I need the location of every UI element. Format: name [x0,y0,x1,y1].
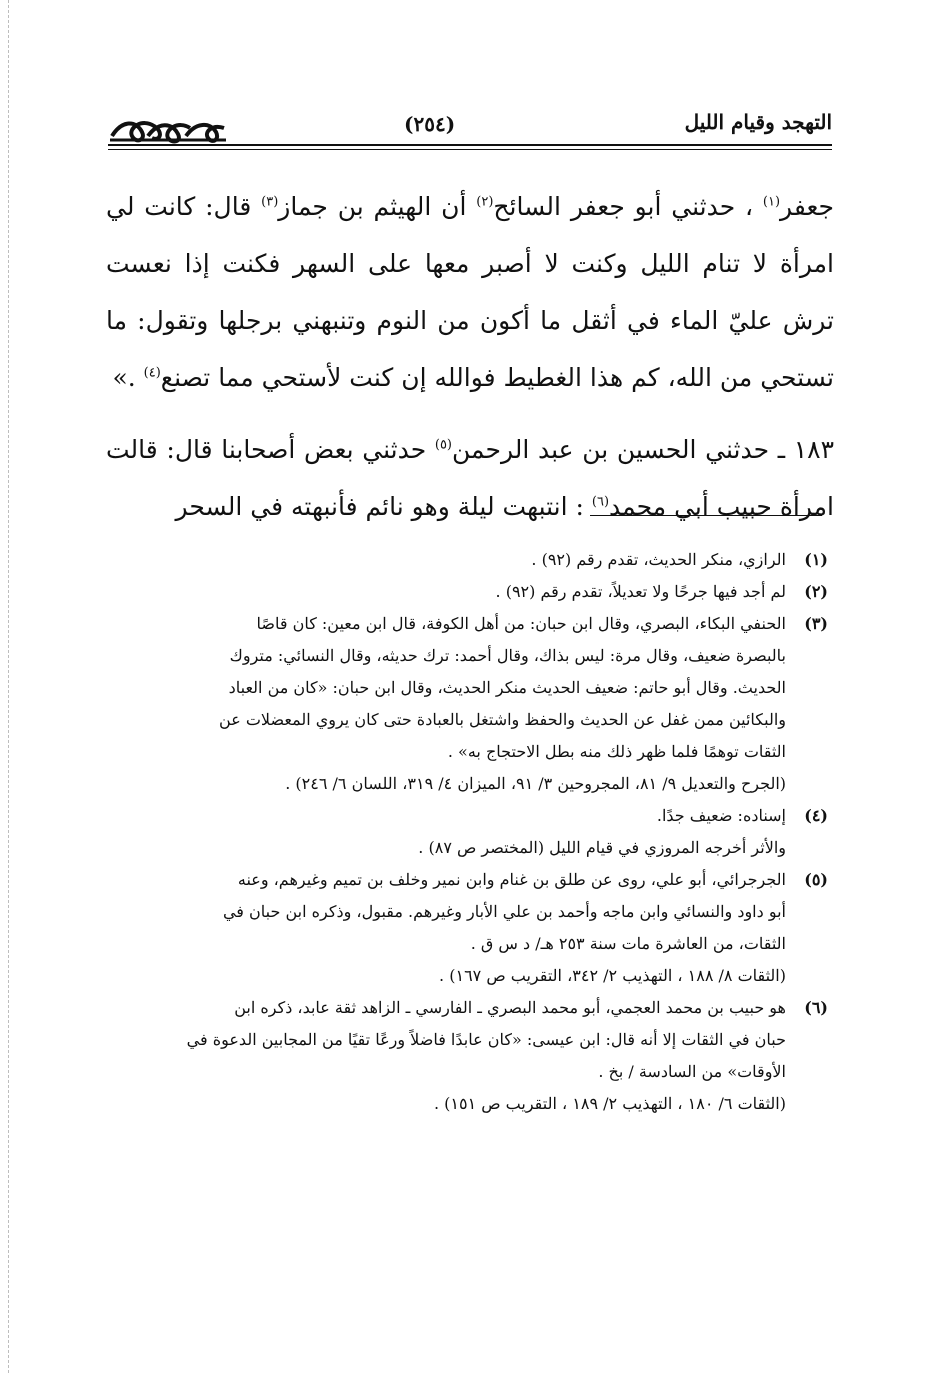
text-run: : انتبهت ليلة وهو نائم فأنبهته في السحر [175,492,592,521]
footnote-marker[interactable]: (٦) [591,494,610,510]
footnote-line: الأوقات» من السادسة / بخ . [598,1062,786,1081]
footnote-number: (٥) [804,870,828,889]
header-rule [108,144,832,146]
footnote-line: إسناده: ضعيف جدًا. [656,806,786,825]
page-number: (٢٥٤) [404,112,456,136]
running-title: التهجد وقيام الليل [684,110,832,134]
header-rule-thin [108,149,832,150]
footnote [98,864,828,992]
footnotes [98,544,828,1120]
footnote-number: (٢) [804,582,828,601]
paragraph [106,178,834,406]
footnote-line: الجرجرائي، أبو علي، روى عن طلق بن غنام وابن نمير وخلف بن تميم وغيرهم، وعنه [237,870,786,889]
text-run: .» [112,363,144,392]
footnote-line: حبان في الثقات إلا أنه قال: ابن عيسى: «كان عابدًا فاضلاً ورعًا تقيًا من المجابين الدعوة في [186,1030,786,1049]
footnote-line: أبو داود والنسائي وابن ماجه وأحمد بن علي الأبار وغيرهم. مقبول، وذكره ابن حبان في [222,902,786,921]
footnote-marker[interactable]: (٥) [434,437,452,453]
footnote-line: والبكائين ممن غفل عن الحديث والحفظ واشتغل بالعبادة حتى كان يروي المعضلات عن [219,710,786,729]
footnote-marker[interactable]: (١) [762,194,781,210]
footnote-line: (الجرح والتعديل ٩/ ٨١، المجروحين ٣/ ٩١، الميزان ٤/ ٣١٩، اللسان ٦/ ٢٤٦) . [285,774,786,793]
footnote-line: (الثقات ٦/ ١٨٠ ، التهذيب ٢/ ١٨٩ ، التقريب ص ١٥١) . [433,1094,786,1113]
footnote-line: الحنفي البكاء، البصري، وقال ابن حبان: من أهل الكوفة، قال ابن معين: كان قاصًا [256,614,786,633]
footnote-line: الثقات توهمًا فلما ظهر ذلك منه بطل الاحتجاج به» . [447,742,786,761]
footnote-number: (٤) [804,806,828,825]
scan-edge-rule [8,0,9,1373]
footnote-line: والأثر أخرجه المروزي في قيام الليل (المختصر ص ٨٧) . [418,838,786,857]
footnote-line: الثقات، من العاشرة مات سنة ٢٥٣ هـ/ د س ق . [470,934,786,953]
text-run: حدثني بعض أصحابنا قال: قالت امرأة حبيب أبي محمد [106,435,834,521]
main-text [106,178,834,535]
footnote-number: (٣) [804,614,828,633]
footnote-line: لم أجد فيها جرحًا ولا تعديلاً، تقدم رقم (٩٢) . [495,582,786,601]
footnote-marker[interactable]: (٢) [476,194,494,210]
footnote-number: (٦) [804,998,828,1017]
footnote-line: الرازي، منكر الحديث، تقدم رقم (٩٢) . [531,550,786,569]
footnote-number: (١) [804,550,828,569]
text-run: ، حدثني أبو جعفر السائح [493,192,763,221]
text-run: ١٨٣ ـ حدثني الحسين بن عبد الرحمن [452,435,835,464]
footnote-line: بالبصرة ضعيف، وقال مرة: ليس بذاك، وقال أحمد: ترك حديثه، وقال النسائي: متروك [229,646,786,665]
footnote-line: الحديث. وقال أبو حاتم: ضعيف الحديث منكر الحديث، وقال ابن حبان: «كان من العباد [228,678,786,697]
footnote-marker[interactable]: (٤) [143,365,161,381]
text-run: جعفر [780,192,834,221]
footnote-marker[interactable]: (٣) [261,194,279,210]
text-run: قال: كانت لي امرأة لا تنام الليل وكنت لا أصبر معها على السهر فكنت إذا نعست ترش عليّ الماء في أثقل ما أكون من النوم وتنبهني برجلها وتقول: ما تستحي من الله، كم هذا الغطيط فوالله إن كنت لأستحي مما تصنع [106,192,834,392]
text-run: أن الهيثم بن جماز [278,192,477,221]
footnote-line: (الثقات ٨/ ١٨٨ ، التهذيب ٢/ ٣٤٢، التقريب ص ١٦٧) . [439,966,786,985]
footnote [98,800,828,864]
paragraph [106,421,834,535]
footnote-separator [590,515,822,516]
footnote [98,992,828,1120]
footnote-line: هو حبيب بن محمد العجمي، أبو محمد البصري ـ الفارسي ـ الزاهد ثقة عابد، ذكره ابن [234,998,786,1017]
footnote [98,544,828,576]
footnote [98,608,828,800]
footnote [98,576,828,608]
page-header [108,110,832,154]
